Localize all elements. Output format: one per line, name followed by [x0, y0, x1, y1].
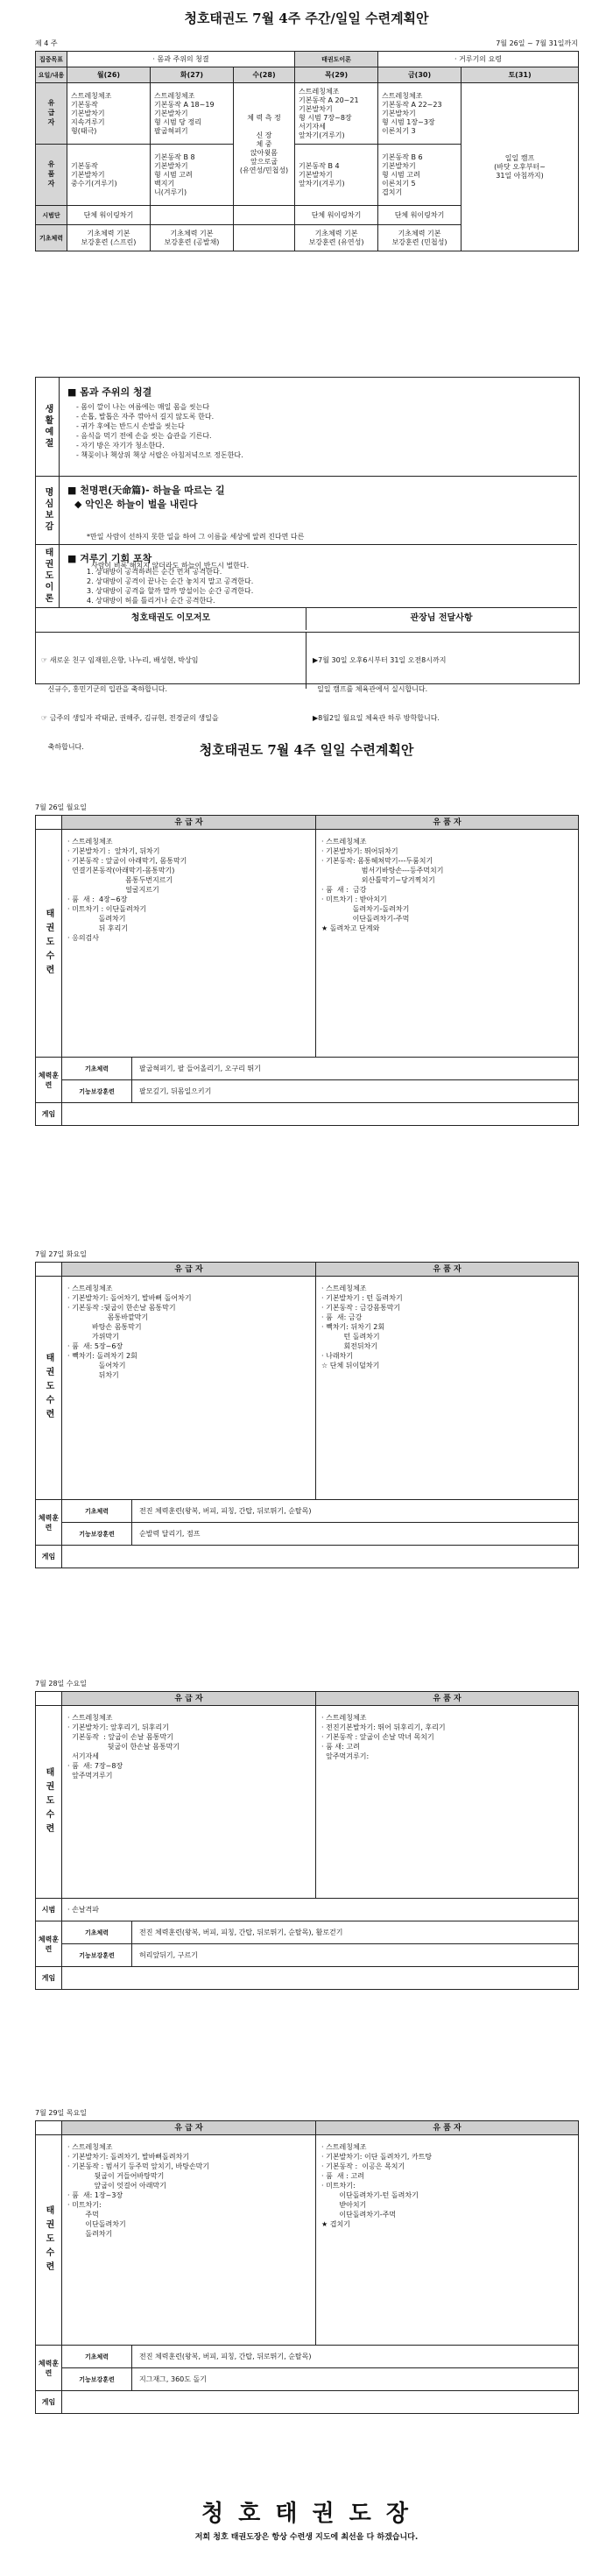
training-label: 태권도수련 [36, 2135, 62, 2346]
section-label: 생활예절 [36, 378, 60, 476]
row-label: 게임 [36, 2391, 62, 2414]
footer-academy-name: 청 호 태 권 도 장 [201, 2501, 412, 2527]
focus-goal: · 몸과 주위의 청결 [67, 52, 295, 67]
cell: 단체 워이링차기 [378, 206, 462, 225]
line: 이단돌려차기-주먹 [321, 915, 410, 923]
line: 신규수, 홍민기군의 입관을 축하합니다. [41, 685, 167, 693]
row-text: 팔모깊기, 뒤몸일으키기 [132, 1080, 579, 1103]
col-header-dan: 유 품 자 [316, 816, 579, 830]
col-header-grade: 유 급 자 [62, 816, 316, 830]
line: · 기본동작 : 앞굽이 아래막기, 몸통막기 [67, 857, 187, 865]
corner-cell [36, 816, 62, 830]
line: 일일 캠프를 체육관에서 실시합니다. [313, 685, 428, 693]
col-header-dan: 유 품 자 [316, 2121, 579, 2135]
daily-table [35, 815, 579, 1126]
cell [151, 206, 234, 225]
row-text: 전진 체력훈련(왕복, 버피, 피칭, 간탑, 뒤로뛰기, 순탈목) [132, 1500, 579, 1523]
day-mon: 월(26) [67, 67, 151, 83]
line: · 기본동작 : 금강몸통막기 [321, 1304, 401, 1312]
daily-block [35, 803, 578, 1125]
line: 받아치기 [321, 2201, 367, 2209]
section-heading: ■ 천명편(天命篇)- 하늘을 따르는 길 [67, 485, 225, 496]
line: ★ 돌려차고 단계와 [321, 924, 380, 932]
line: 주먹 [67, 2211, 99, 2219]
line: · 기본동작 : 앞굽이 손날 막녀 목치기 [321, 1733, 434, 1741]
day-sat: 토(31) [462, 67, 579, 83]
line: ☆ 단체 뒤이덜차기 [321, 1362, 380, 1369]
line: 돌려차기 [67, 2230, 113, 2238]
section-label: 태권도이론 [36, 544, 60, 607]
section-label: 명심보감 [36, 476, 60, 544]
cell: 기초체력 기본 보강훈련 (유연성) [295, 225, 378, 251]
notice-left [36, 633, 306, 751]
col-header-grade: 유 급 자 [62, 2121, 316, 2135]
line: · 품 새 : 4장~6장 [67, 895, 128, 903]
line: · 스트레칭체조 [321, 1284, 367, 1292]
line: · 품 새 : 고려 [321, 2172, 364, 2180]
line: · 스트레칭체조 [321, 1714, 367, 1722]
row-label-demo: 시범단 [36, 206, 67, 225]
section-heading: ■ 겨루기 기회 포착 [67, 553, 152, 564]
sat-special: 일일 캠프 (바닷 오후부터~ 31일 아침까지) [462, 83, 579, 251]
corner-cell [36, 2121, 62, 2135]
line: 이단돌려차기-턴 돌려차기 [321, 2191, 419, 2199]
line: 돌려차기 [67, 915, 126, 923]
cell: 기본동작 B 6 기본발차기 형 시범 고려 이론치기 5 겹치기 [378, 145, 462, 206]
line: - 손톱, 발톱은 자주 깎아서 길지 않도록 한다. [76, 413, 215, 421]
grade-content [62, 1277, 316, 1500]
line: 회전뒤차기 [321, 1342, 378, 1350]
line: 축하합니다. [41, 743, 84, 751]
cell: 기본동작 B 4 기본발차기 앞차기(겨루기) [295, 145, 378, 206]
cell [234, 206, 295, 225]
line: 기본동작 : 앞굽이 손날 몸통막기 [67, 1733, 173, 1741]
col-header-dan: 유 품 자 [316, 1263, 579, 1277]
week-number: 제 4 주 [35, 39, 58, 47]
notice-title-row [36, 607, 577, 630]
line: ☞ 금주의 생일자 곽태균, 권해주, 김규현, 전경균의 생일을 [41, 714, 219, 722]
line: · 기본동작 : 이공은 목치기 [321, 2162, 405, 2170]
line: 몸통바깥막기 [67, 1313, 149, 1321]
col-header-grade: 유 급 자 [62, 1692, 316, 1706]
line: 앞주먹겨루기: [321, 1752, 370, 1760]
notice-right [307, 633, 577, 746]
cell: 스트레칭체조 기본동작 기본발차기 지속겨루기 형(태극) [67, 83, 151, 145]
notice-right-title: 관장님 전달사항 [410, 613, 473, 623]
line: 앞굽이 엇걸어 아래막기 [67, 2182, 166, 2190]
cell: 스트레칭체조 기본동작 A 22~23 기본발차기 형 시범 1장~3장 이론치기 3 [378, 83, 462, 145]
row-text: 팔굽혀펴기, 팔 들어올리기, 오구리 뛰기 [132, 1058, 579, 1080]
line: 3. 상대방이 공격을 할까 말까 망설이는 순간 공격한다. [87, 587, 254, 595]
wed-special: 체 력 측 정 신 장 체 중 앉아윗몸 앞으로굽 (유연성/민첩성) [234, 83, 295, 206]
line: · 품 새 : 금강 [321, 886, 367, 894]
row-sublabel: 기초체력 [62, 1058, 132, 1080]
daily-date: 7월 28일 수요일 [35, 1680, 87, 1688]
section-heading: ■ 몸과 주위의 청결 [67, 386, 152, 398]
row-label: 체력훈련 [36, 1058, 62, 1103]
row-text: 순발력 달리기, 점프 [132, 1523, 579, 1546]
day-fri: 금(30) [378, 67, 462, 83]
tkd-label: 태권도이론 [295, 52, 378, 67]
line: - 음식을 먹기 전에 손을 씻는 습관을 기른다. [76, 432, 212, 440]
weekly-table [35, 51, 579, 251]
daily-date: 7월 29일 목요일 [35, 2109, 87, 2117]
line: 앞주먹겨루기 [67, 1772, 113, 1780]
daily-table [35, 1691, 579, 1990]
line: 외산틀막기~당겨찍치기 [321, 876, 435, 884]
line: · 품 새: 1장~3장 [67, 2191, 123, 2199]
line: · 나래차기 [321, 1352, 354, 1360]
cell: 기본동작 B 8 기본발차기 형 시범 고려 백지기 니(겨루기) [151, 145, 234, 206]
line: 2. 상대방이 공격이 끝나는 순간 놓치지 말고 공격한다. [87, 577, 254, 585]
line: 가위막기 [67, 1333, 119, 1341]
row-label-fitness: 기초체력 [36, 225, 67, 251]
daily-title: 청호태권도 7월 4주 일일 수련계획안 [199, 742, 414, 758]
row-sublabel: · 손날격파 [62, 1899, 579, 1921]
line: 이단돌려차기-주먹 [321, 2211, 397, 2219]
cell: 스트레칭체조 기본동작 A 20~21 기본발차기 형 시범 7장~8장 서기자세 앞차기(겨루기) [295, 83, 378, 145]
date-range: 7월 26일 ~ 7월 31일까지 [496, 39, 578, 47]
line: - 자기 방은 자기가 청소한다. [76, 442, 165, 449]
cell: 기본동작 기본발차기 중수기(겨루기) [67, 145, 151, 206]
row-empty [62, 1546, 579, 1568]
row-sublabel: 기능보강훈련 [62, 2368, 132, 2391]
grade-content [62, 2135, 316, 2346]
line: · 스트레칭체조 [67, 2143, 113, 2151]
line: · 스트레칭체조 [67, 1714, 113, 1722]
line: · 기본동작: 몸통헤쳐막기---두룸치기 [321, 857, 433, 865]
row-sublabel: 기초체력 [62, 1500, 132, 1523]
line: 뒷굽이 한손날 몸통막기 [67, 1743, 180, 1751]
line: 범서기바탕손---등주먹치기 [321, 867, 444, 874]
line: ☞ 새로운 친구 임재원,은향, 나누리, 배성현, 박상임 [41, 656, 199, 664]
line: 이단돌려차기 [67, 2220, 126, 2228]
line: 뒤차기 [67, 1371, 119, 1379]
line: 바탕손 몸통막기 [67, 1323, 142, 1331]
row-empty [62, 1103, 579, 1126]
row-label: 체력훈련 [36, 1921, 62, 1967]
line: 얼굴지르기 [67, 886, 159, 894]
line: 뒤 후리기 [67, 924, 129, 932]
line: 연결기본동작(아래막기-몸통막기) [67, 867, 175, 874]
line: - 귀가 후에는 반드시 손발을 씻는다 [76, 422, 185, 430]
day-wed: 수(28) [234, 67, 295, 83]
daily-date: 7월 27일 화요일 [35, 1250, 87, 1258]
line: · 응의검사 [67, 934, 99, 942]
grade-content [62, 1706, 316, 1899]
line: 4. 상대방이 허를 틀리거나 순간 공격한다. [87, 597, 215, 605]
row-label-grade: 유급자 [36, 83, 67, 145]
line: · 미트차기 : 이단돌려차기 [67, 905, 147, 913]
line: · 스트레칭체조 [321, 2143, 367, 2151]
line: ★ 겹치기 [321, 2220, 350, 2228]
grade-content [62, 830, 316, 1058]
line: · 기본발차기 : 턴 돌려차기 [321, 1294, 403, 1302]
line: · 품 새: 고려 [321, 1743, 360, 1751]
line: · 기본발차기: 뛰어뒤차기 [321, 847, 398, 855]
line: · 미트차기: [321, 2182, 356, 2190]
col-header-grade: 유 급 자 [62, 1263, 316, 1277]
line: 1. 상대방이 공격하려는 순간 먼저 공격한다. [87, 568, 222, 576]
daily-block [35, 1250, 578, 1568]
line: · 품 새: 5장~6장 [67, 1342, 123, 1350]
line: · 기본동작 :뒷굽이 한손날 몸통막기 [67, 1304, 176, 1312]
line: 뒷굽이 거들어바탕막기 [67, 2172, 165, 2180]
cell: 기초체력 기본 보강훈련 (공발채) [151, 225, 234, 251]
line: 서기자세 [67, 1752, 99, 1760]
cell: 단체 워이링차기 [295, 206, 378, 225]
row-sublabel: 기초체력 [62, 1921, 132, 1944]
day-header-cell: 요일/내용 [36, 67, 67, 83]
notice-left-title: 청호태권도 이모저모 [36, 607, 306, 630]
line: 몸통두번지르기 [67, 876, 173, 884]
day-tue: 화(27) [151, 67, 234, 83]
row-text: 허리앞뒤기, 구르기 [132, 1944, 579, 1967]
line: 돌려차기-돌려차기 [321, 905, 410, 913]
line: · 스트레칭체조 [67, 838, 113, 846]
dan-content [316, 830, 579, 1058]
row-label: 체력훈련 [36, 1500, 62, 1546]
row-text: 전진 체력훈련(왕복, 버피, 피칭, 간탑, 뒤로뛰기, 순탈목), 활로걷기 [132, 1921, 579, 1944]
corner-cell [36, 1263, 62, 1277]
line: *만일 사람이 선하지 못한 일을 하여 그 이름을 세상에 알려 진다면 다른 [87, 533, 305, 541]
training-label: 태권도수련 [36, 1277, 62, 1500]
line: · 기본발차기: 돌어차기, 발바뻐 돌어차기 [67, 1294, 192, 1302]
cell: 기초체력 기본 보강훈련 (스프린) [67, 225, 151, 251]
weekly-title: 청호태권도 7월 4주 주간/일일 수련계획안 [184, 11, 429, 26]
row-label-dan: 유품자 [36, 145, 67, 206]
dan-content [316, 1277, 579, 1500]
line: - 책꽂이나 책상위 책상 서랍은 아침저녁으로 정돈한다. [76, 451, 243, 459]
cell: 단체 워이링차기 [67, 206, 151, 225]
training-label: 태권도수련 [36, 830, 62, 1058]
row-empty [62, 1967, 579, 1990]
training-label: 태권도수련 [36, 1706, 62, 1899]
dan-content [316, 2135, 579, 2346]
line: 사람이 비록 해치지 않더라도 하늘이 반드시 벌한다. [87, 562, 250, 570]
daily-block [35, 1680, 578, 1989]
row-sublabel: 기능보강훈련 [62, 1523, 132, 1546]
line: · 기본발차기: 돌려차기, 발바뻐돌려차기 [67, 2153, 190, 2161]
section-subheading: ◆ 악인은 하늘이 벌을 내린다 [74, 499, 198, 510]
etiquette-section [36, 378, 577, 477]
line: ▶7월 30일 오후6시부터 31일 오전8시까지 [313, 656, 447, 664]
line: · 기본동작 : 범서기 등주먹 앞치기, 바탕손막기 [67, 2162, 210, 2170]
corner-cell [36, 1692, 62, 1706]
dan-content [316, 1706, 579, 1899]
row-text: 전진 체력훈련(왕복, 버피, 피칭, 간탑, 뒤로뛰기, 순탈목) [132, 2346, 579, 2368]
row-label: 체력훈련 [36, 2346, 62, 2391]
line: 턴 돌려차기 [321, 1333, 380, 1341]
line: · 기본발차기: 이단 돌려차기, 카트탕 [321, 2153, 433, 2161]
col-header-dan: 유 품 자 [316, 1692, 579, 1706]
row-sublabel: 기능보강훈련 [62, 1944, 132, 1967]
education-box [35, 377, 580, 633]
daily-date: 7월 26일 월요일 [35, 803, 87, 811]
focus-label: 집중목표 [36, 52, 67, 67]
line: · 품 새: 금강 [321, 1313, 363, 1321]
line: · 품 새: 7장~8장 [67, 1762, 123, 1770]
row-text: 지그재그, 360도 돌기 [132, 2368, 579, 2391]
line: · 기본발차기 : 앞차기, 뒤차기 [67, 847, 160, 855]
line: · 전진기본발차기: 뛰어 뒤후리기, 후리기 [321, 1723, 446, 1731]
line: · 스트레칭체조 [321, 838, 367, 846]
row-label: 게임 [36, 1546, 62, 1568]
line: - 몸이 깔이 나는 여름에는 매일 몸을 씻는다 [76, 403, 210, 411]
row-label: 게임 [36, 1967, 62, 1990]
line: · 미트차기 : 받아치기 [321, 895, 387, 903]
tkd-goal: · 거루기의 요령 [378, 52, 579, 67]
row-empty [62, 2391, 579, 2414]
row-label: 게임 [36, 1103, 62, 1126]
cell: 기초체력 기본 보강훈련 (민첩성) [378, 225, 462, 251]
row-sublabel: 기능보강훈련 [62, 1080, 132, 1103]
daily-table [35, 1262, 579, 1568]
theory-section [36, 544, 577, 608]
line: · 빽차기: 뒤차기 2회 [321, 1323, 385, 1331]
cell: 스트레칭체조 기본동작 A 18~19 기본발차기 형 시범 당 정리 팔굽혀펴기 [151, 83, 234, 145]
line: ▶8월2일 월요일 체육관 하루 방학합니다. [313, 714, 440, 722]
daily-block [35, 2109, 578, 2413]
row-label: 시범 [36, 1899, 62, 1921]
day-thu: 목(29) [295, 67, 378, 83]
row-sublabel: 기초체력 [62, 2346, 132, 2368]
line: 돌어차기 [67, 1362, 126, 1369]
line: · 미트차기: [67, 2201, 102, 2209]
line: · 기본발차기: 앞후리기, 뒤후리기 [67, 1723, 169, 1731]
line: · 스트레칭체조 [67, 1284, 113, 1292]
cell [234, 225, 295, 251]
footer-slogan: 저희 청호 태권도장은 항상 수련생 지도에 최선을 다 하겠습니다. [194, 2533, 419, 2542]
daily-table [35, 2120, 579, 2414]
line: · 빽차기: 돌려차기 2회 [67, 1352, 137, 1360]
